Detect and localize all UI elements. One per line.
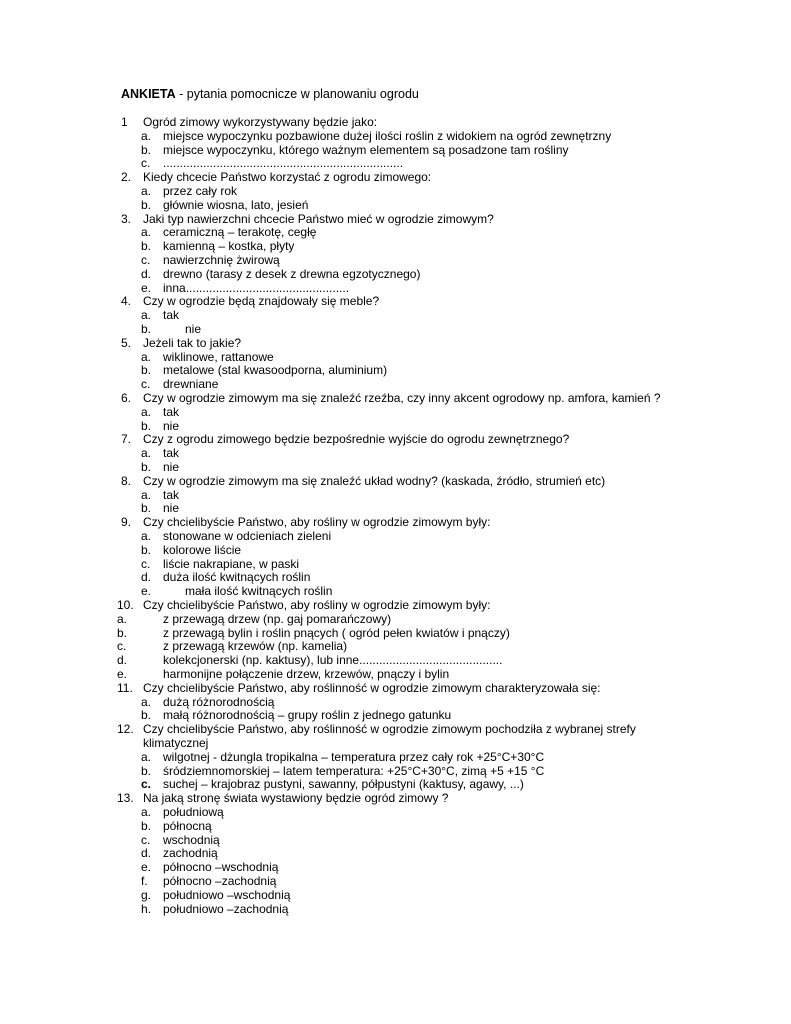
option-text: miejsce wypoczynku pozbawione dużej ilości roślin z widokiem na ogród zewnętrzny <box>163 128 612 143</box>
option-text: kolorowe liście <box>163 542 242 557</box>
option-letter: b. <box>141 142 152 157</box>
option-letter: c. <box>117 639 127 654</box>
option-letter: d. <box>117 653 128 668</box>
option-letter: e. <box>141 280 152 295</box>
question-number: 10. <box>117 598 134 612</box>
question-number: 9. <box>121 515 132 530</box>
option-letter: e. <box>141 860 152 875</box>
option-text: nie <box>163 501 180 516</box>
option-text: południowo –zachodnią <box>163 901 289 916</box>
option-letter: a. <box>141 225 152 240</box>
option-letter: c. <box>141 556 151 571</box>
option-text: harmonijne połączenie drzew, krzewów, pnączy i bylin <box>163 667 450 681</box>
question-text: Czy w ogrodzie zimowym ma się znaleźć układ wodny? (kaskada, źródło, strumień etc) <box>143 473 606 488</box>
option-text: południowo –wschodnią <box>163 887 291 902</box>
option-letter: b. <box>141 818 152 833</box>
option-text: ........................................................................ <box>163 156 404 171</box>
option-text: tak <box>163 446 180 461</box>
option-letter: a. <box>141 805 152 819</box>
question-number: 5. <box>121 335 132 350</box>
option-text: dużą różnorodnością <box>163 694 275 709</box>
option-letter: c. <box>141 156 151 171</box>
option-text: metalowe (stal kwasoodporna, aluminium) <box>163 363 388 378</box>
question-number: 1 <box>121 115 128 129</box>
option-text: miejsce wypoczynku, którego ważnym elementem są posadzone tam rośliny <box>163 142 569 157</box>
option-text: tak <box>163 308 180 323</box>
question-text: Jeżeli tak to jakie? <box>143 335 242 350</box>
question-number: 12. <box>117 722 134 737</box>
option-text: przez cały rok <box>163 184 238 198</box>
option-text: kolekcjonerski (np. kaktusy), lub inne........................................... <box>163 653 503 668</box>
option-text: głównie wiosna, lato, jesień <box>163 197 309 212</box>
option-letter: a. <box>141 184 152 198</box>
question-text: Czy chcielibyście Państwo, aby roślinność w ogrodzie zimowym charakteryzowała się: <box>143 680 601 695</box>
option-letter: h. <box>141 901 152 916</box>
option-text: drewniane <box>163 377 219 392</box>
question-number: 3. <box>121 211 132 226</box>
option-text: małą różnorodnością – grupy roślin z jednego gatunku <box>163 708 452 723</box>
option-text: północno –zachodnią <box>163 874 277 888</box>
option-letter: d. <box>141 846 152 861</box>
option-text: inna................................................. <box>163 280 350 295</box>
option-letter: b. <box>141 363 152 378</box>
option-letter: a. <box>141 749 152 764</box>
option-letter: f. <box>141 874 148 888</box>
option-letter: e. <box>117 667 128 681</box>
option-letter: e. <box>141 584 152 599</box>
option-letter: b. <box>141 708 152 723</box>
option-text: ceramiczną – terakotę, cegłę <box>163 225 317 240</box>
question-text: Ogród zimowy wykorzystywany będzie jako: <box>143 115 378 129</box>
option-letter: b. <box>141 418 152 433</box>
option-letter: c. <box>141 832 151 847</box>
option-letter: d. <box>141 266 152 281</box>
option-letter: b. <box>141 763 152 778</box>
question-text: Jaki typ nawierzchni chcecie Państwo mieć w ogrodzie zimowym? <box>143 211 494 226</box>
question-text-continued: klimatycznej <box>143 736 209 750</box>
question-number: 11. <box>117 680 133 695</box>
option-text: kamienną – kostka, płyty <box>163 239 295 254</box>
option-text: z przewagą drzew (np. gaj pomarańczowy) <box>163 611 392 626</box>
question-number: 13. <box>117 791 134 806</box>
question-number: 7. <box>121 432 132 447</box>
option-text: nie <box>163 418 180 433</box>
option-letter: b. <box>117 625 128 640</box>
option-letter: a. <box>141 308 152 323</box>
option-letter: a. <box>141 128 152 143</box>
option-letter: c. <box>141 377 151 392</box>
question-text: Czy chcielibyście Państwo, aby rośliny w ogrodzie zimowym były: <box>143 598 491 612</box>
option-letter: b. <box>141 460 152 474</box>
option-text: z przewagą krzewów (np. kamelia) <box>163 639 348 654</box>
option-text: tak <box>163 404 180 419</box>
question-number: 4. <box>121 294 132 309</box>
option-letter: b. <box>141 197 152 212</box>
option-letter: a. <box>141 487 152 502</box>
question-text: Czy chcielibyście Państwo, aby roślinność w ogrodzie zimowym pochodziła z wybranej strefy <box>143 722 636 737</box>
question-text: Kiedy chcecie Państwo korzystać z ogrodu zimowego: <box>143 170 432 185</box>
option-letter: b. <box>141 239 152 254</box>
question-number: 6. <box>121 391 132 405</box>
question-number: 2. <box>121 170 132 185</box>
option-text: zachodnią <box>163 846 218 861</box>
option-letter: b. <box>141 542 152 557</box>
option-text: liście nakrapiane, w paski <box>163 556 300 571</box>
option-letter: a. <box>141 446 152 461</box>
question-text: Na jaką stronę świata wystawiony będzie ogród zimowy ? <box>143 791 449 806</box>
option-text: śródziemnomorskiej – latem temperatura: +25°C+30°C, zimą +5 +15 °C <box>163 763 545 778</box>
option-text: północno –wschodnią <box>163 860 279 875</box>
option-text: nie <box>185 322 202 336</box>
option-text: wiklinowe, rattanowe <box>163 349 274 364</box>
option-letter: g. <box>141 887 152 902</box>
option-text: mała ilość kwitnących roślin <box>185 584 333 599</box>
option-text: wschodnią <box>163 832 220 847</box>
option-letter: d. <box>141 570 152 585</box>
option-text: drewno (tarasy z desek z drewna egzotycznego) <box>163 266 421 281</box>
option-text: nawierzchnię żwirową <box>163 253 280 267</box>
option-text: duża ilość kwitnących roślin <box>163 570 311 585</box>
question-text: Czy w ogrodzie będą znajdowały się meble? <box>143 294 380 309</box>
question-text: Czy z ogrodu zimowego będzie bezpośrednie wyjście do ogrodu zewnętrznego? <box>143 432 570 447</box>
option-letter: b. <box>141 322 152 336</box>
option-letter: c. <box>141 253 151 267</box>
option-text: z przewagą bylin i roślin pnących ( ogród pełen kwiatów i pnączy) <box>163 625 510 640</box>
page-title <box>121 86 419 102</box>
option-text: stonowane w odcieniach zieleni <box>163 529 332 543</box>
question-text: Czy chcielibyście Państwo, aby rośliny w ogrodzie zimowym były: <box>143 515 491 530</box>
option-text: suchej – krajobraz pustyni, sawanny, półpustyni (kaktusy, agawy, ...) <box>163 777 524 792</box>
option-letter: a. <box>141 694 152 709</box>
question-text: Czy w ogrodzie zimowym ma się znaleźć rzeźba, czy inny akcent ogrodowy np. amfora, kamień ? <box>143 391 661 405</box>
option-letter: a. <box>141 404 152 419</box>
option-text: północną <box>163 818 212 833</box>
question-number: 8. <box>121 473 132 488</box>
option-text: tak <box>163 487 180 502</box>
option-text: nie <box>163 460 180 474</box>
option-text: południową <box>163 805 224 819</box>
option-letter: a. <box>117 611 128 626</box>
title-bold: ANKIETA <box>121 87 176 101</box>
option-letter: a. <box>141 349 152 364</box>
option-text: wilgotnej - dżungla tropikalna – temperatura przez cały rok +25°C+30°C <box>163 749 545 764</box>
option-letter: b. <box>141 501 152 516</box>
option-letter: a. <box>141 529 152 543</box>
title-rest: - pytania pomocnicze w planowaniu ogrodu <box>175 87 419 101</box>
option-letter: c. <box>141 777 152 792</box>
